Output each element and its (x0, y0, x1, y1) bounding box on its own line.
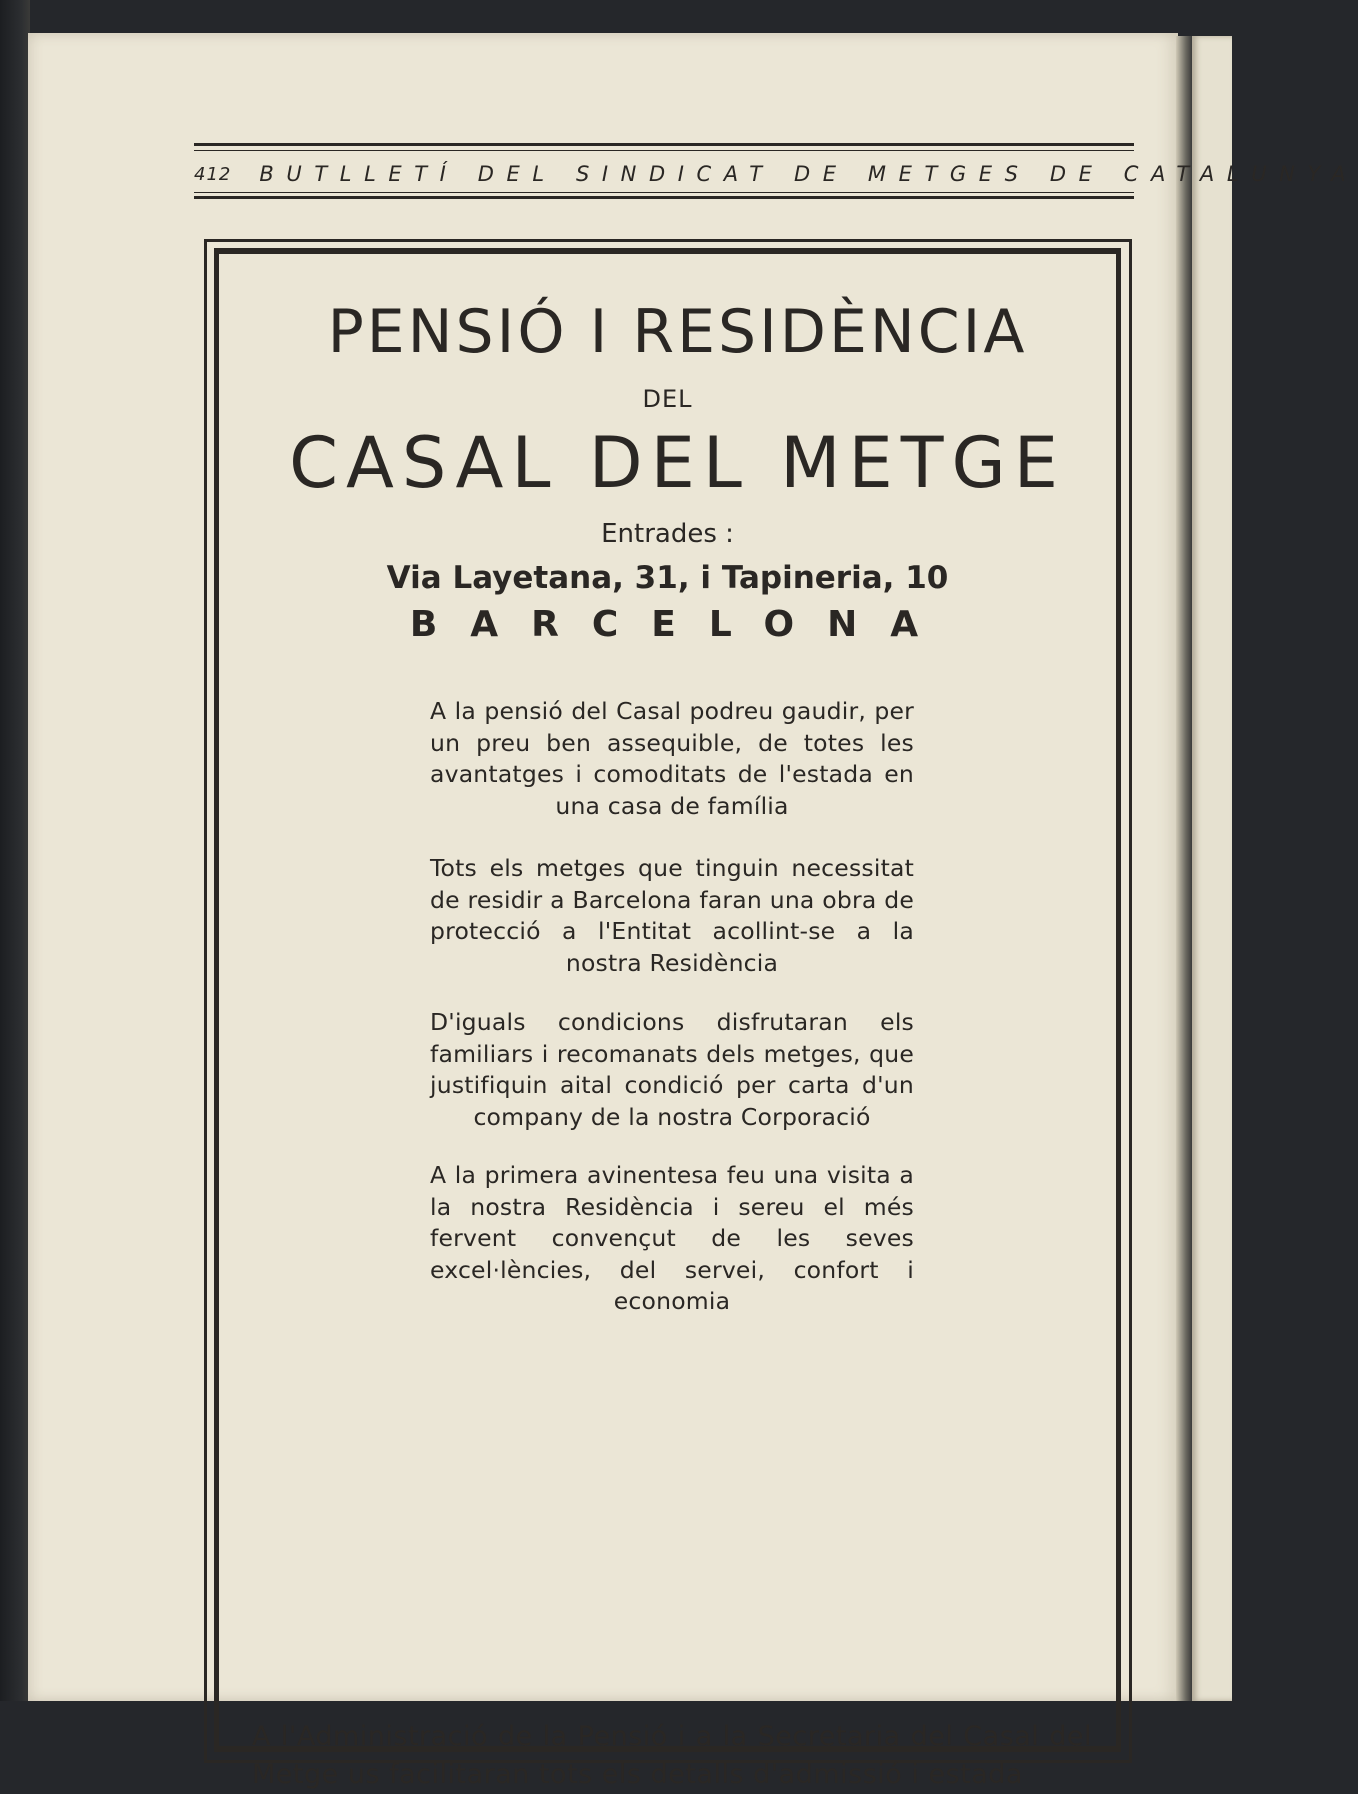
entrances-label: Entrades : (601, 519, 734, 549)
ad-title-connector: DEL (642, 385, 693, 413)
ad-paragraph: D'iguals condicions disfrutaran els familiars i recomanats dels metges, que justifiquin aital condició per carta d'un company de la nostra Corporació (430, 1008, 914, 1131)
page-number: 412 (194, 163, 232, 185)
header-rule-top (194, 143, 1134, 146)
publication-title: BUTLLETÍ DEL SINDICAT DE METGES DE CATALUNYA (259, 162, 1358, 186)
next-page-edge (1192, 36, 1232, 1701)
address: Via Layetana, 31, i Tapineria, 10 (386, 560, 949, 596)
ad-paragraph: A la pensió del Casal podreu gaudir, per un preu ben assequible, de totes les avantatges i comoditats de l'estada en una casa de família (430, 697, 914, 820)
running-header (194, 158, 1358, 190)
ad-paragraph: A la primera avinentesa feu una visita a la nostra Residència i sereu el més fervent convençut de les seves excel·lències, del servei, confort i economia (430, 1161, 914, 1315)
ad-paragraph: Tots els metges que tinguin necessitat de residir a Barcelona faran una obra de protecció a l'Entitat acollint-se a la nostra Residència (430, 854, 914, 977)
scan-background-left (0, 0, 30, 1701)
city: BARCELONA (409, 604, 952, 645)
header-rule-bottom (194, 196, 1134, 199)
header-rule-top-thin (194, 150, 1134, 151)
header-rule-bottom-thin (194, 192, 1134, 193)
ad-title-line2: CASAL DEL METGE (289, 422, 1066, 504)
ad-title-line1: PENSIÓ I RESIDÈNCIA (327, 297, 1028, 367)
ad-footer-text: A l'Administració de la Pensió i a la Secretaria del Casal del Metge us facilitaran tots els detalls d'admissió i estada (252, 1721, 1092, 1790)
